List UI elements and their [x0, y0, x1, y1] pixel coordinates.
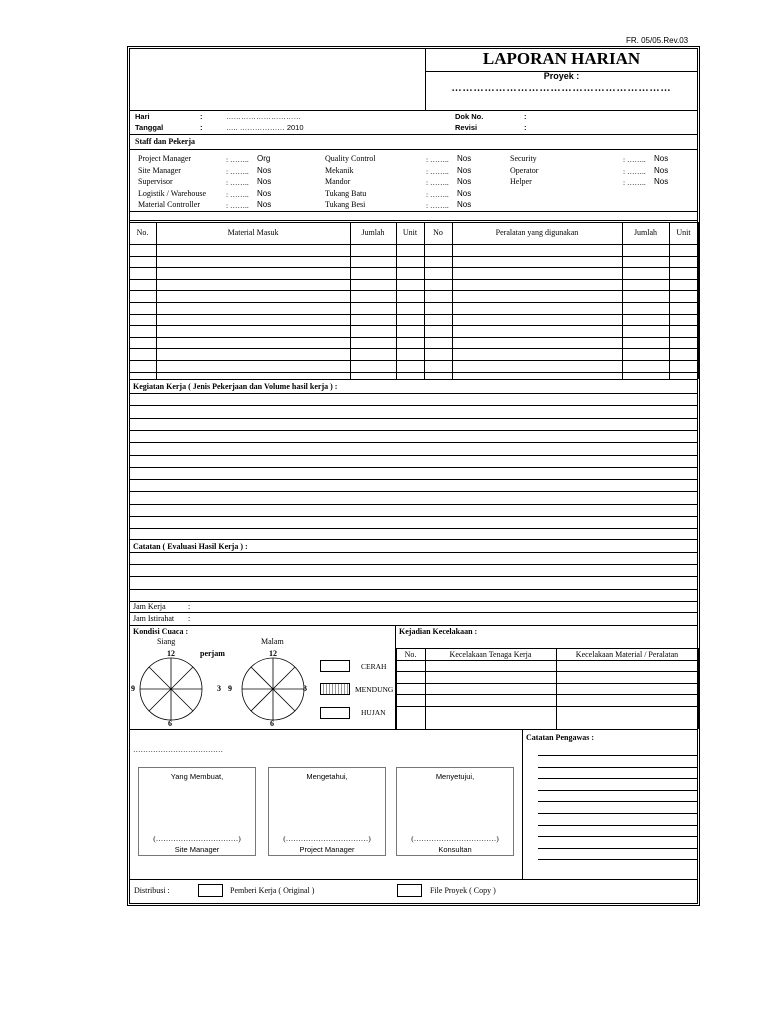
kecelakaan-row	[396, 683, 698, 684]
table-header: No.	[136, 228, 149, 237]
pengawas-line	[538, 801, 698, 802]
malam-clock[interactable]	[242, 658, 304, 720]
kegiatan-line	[129, 455, 698, 456]
page-title: LAPORAN HARIAN	[482, 49, 641, 68]
catatan-line	[129, 601, 698, 602]
jam-istirahat-label: Jam Istirahat	[133, 614, 175, 623]
table-header: Material Masuk	[227, 228, 279, 237]
kegiatan-top	[129, 393, 698, 394]
kecelakaan-row	[396, 671, 698, 672]
catatan-divider	[129, 612, 698, 613]
pengawas-line	[538, 848, 698, 849]
kecelakaan-col-rule	[698, 648, 699, 729]
staff-label: Helper	[510, 177, 532, 186]
pengawas-line	[538, 836, 698, 837]
tanggal-label: Tanggal	[135, 123, 164, 132]
pengawas-line	[538, 767, 698, 768]
kecelakaan-header: Kecelakaan Tenaga Kerja	[449, 650, 532, 659]
staff-label: Operator	[510, 165, 539, 175]
table-header: Unit	[402, 228, 418, 237]
tanggal-colon: :	[200, 123, 203, 132]
kegiatan-line	[129, 504, 698, 505]
hari-colon: :	[200, 112, 203, 121]
table-row	[129, 279, 698, 280]
table-header-rule	[129, 244, 698, 245]
staff-dots[interactable]: : ……..	[226, 201, 249, 210]
revisi-colon: :	[524, 123, 527, 132]
table-row	[129, 290, 698, 291]
form-code: FR. 05/05.Rev.03	[626, 36, 689, 45]
staff-label: Mekanik	[325, 165, 354, 175]
kegiatan-line	[129, 442, 698, 443]
signature-title: Yang Membuat,	[170, 772, 224, 781]
kegiatan-line	[129, 405, 698, 406]
staff-unit: Nos	[654, 154, 669, 163]
pengawas-line	[538, 859, 698, 860]
pengawas-line	[538, 778, 698, 779]
catatan-line	[129, 564, 698, 565]
staff-unit: Nos	[654, 177, 669, 186]
pengawas-heading: Catatan Pengawas :	[526, 733, 594, 742]
siang-9: 9	[131, 684, 135, 693]
signature-role: Site Manager	[174, 845, 220, 854]
kegiatan-bottom	[129, 539, 698, 540]
staff-unit: Nos	[457, 177, 472, 186]
catatan-line	[129, 589, 698, 590]
tanggal-field[interactable]: ….. ……………… 2010	[226, 123, 304, 132]
staff-unit: Nos	[257, 177, 272, 186]
staff-dots[interactable]: : ……..	[226, 166, 249, 176]
table-header: Peralatan yang digunakan	[495, 228, 579, 237]
table-header: No	[433, 228, 443, 237]
staff-label: Tukang Batu	[325, 188, 367, 198]
staff-unit: Nos	[257, 188, 272, 198]
table-col-rule	[622, 222, 623, 379]
kegiatan-line	[129, 418, 698, 419]
signature-title: Menyetujui,	[435, 772, 475, 781]
kecelakaan-row	[396, 706, 698, 707]
staff-unit: Nos	[257, 165, 272, 175]
staff-label: Mandor	[325, 177, 351, 186]
siang-clock[interactable]	[140, 658, 202, 720]
table-col-rule	[669, 222, 670, 379]
table-row	[129, 314, 698, 315]
table-row	[129, 372, 698, 373]
kecelakaan-heading: Kejadian Kecelakaan :	[399, 627, 478, 636]
kegiatan-line	[129, 467, 698, 468]
staff-dots[interactable]: : ……..	[623, 155, 646, 164]
siang-6: 6	[168, 719, 172, 728]
table-row	[129, 337, 698, 338]
staff-label: Security	[510, 154, 537, 163]
malam-6: 6	[270, 719, 274, 728]
staff-label: Material Controller	[138, 200, 200, 209]
staff-unit: Nos	[457, 188, 472, 198]
staff-unit: Nos	[257, 200, 272, 209]
table-col-rule	[129, 222, 130, 379]
table-header: Jumlah	[361, 228, 385, 237]
kegiatan-line	[129, 491, 698, 492]
signature-title: Mengetahui,	[306, 772, 348, 781]
staff-dots[interactable]: : ……..	[426, 155, 449, 164]
jam-kerja-colon: :	[188, 602, 191, 611]
signature-role: Project Manager	[299, 845, 355, 854]
table-header: Unit	[676, 228, 691, 237]
staff-dots[interactable]: : ……..	[426, 166, 449, 176]
staff-dots[interactable]: : ……..	[426, 178, 449, 187]
staff-label: Tukang Besi	[325, 200, 366, 209]
kegiatan-line	[129, 528, 698, 529]
kecelakaan-row	[396, 660, 698, 661]
catatan-line	[129, 576, 698, 577]
jam-istirahat-colon: :	[188, 614, 191, 623]
distribusi-label: Distribusi :	[134, 886, 170, 895]
staff-dots[interactable]: : ……..	[623, 178, 646, 187]
staff-label: Project Manager	[138, 154, 192, 163]
catatan-heading: Catatan ( Evaluasi Hasil Kerja ) :	[133, 542, 248, 551]
revisi-label: Revisi	[455, 123, 478, 132]
table-row	[129, 302, 698, 303]
staff-label: Site Manager	[138, 165, 181, 175]
table-header: Jumlah	[633, 228, 658, 237]
project-label: Proyek :	[543, 71, 580, 81]
staff-dots[interactable]: : ……..	[426, 201, 449, 210]
cerah-box[interactable]	[320, 660, 350, 672]
staff-dots[interactable]: : ……..	[226, 189, 249, 199]
signature-name-field[interactable]: (……………………………)	[283, 834, 371, 843]
staff-unit: Nos	[457, 200, 472, 209]
staff-dots[interactable]: : ……..	[623, 166, 646, 176]
dok-colon: :	[524, 112, 527, 121]
staff-unit: Nos	[457, 154, 472, 163]
table-row	[129, 325, 698, 326]
staff-heading: Staff dan Pekerja	[135, 137, 195, 146]
pengawas-line	[538, 790, 698, 791]
signature-role: Konsultan	[438, 845, 472, 854]
signature-name-field[interactable]: (……………………………)	[411, 834, 499, 843]
cuaca-heading: Kondisi Cuaca :	[133, 627, 189, 636]
dok-label: Dok No.	[455, 112, 484, 121]
table-col-rule	[156, 222, 157, 379]
jam-kerja-label: Jam Kerja	[133, 602, 166, 611]
hari-field[interactable]: …………………………	[226, 112, 301, 121]
catatan-top	[129, 552, 698, 553]
kegiatan-line	[129, 479, 698, 480]
mendung-box[interactable]	[320, 683, 350, 695]
kegiatan-line	[129, 516, 698, 517]
file-proyek-checkbox[interactable]	[397, 884, 422, 897]
malam-12: 12	[269, 649, 277, 658]
staff-dots[interactable]: : ……..	[426, 189, 449, 199]
table-col-rule	[396, 222, 397, 379]
siang-label: Siang	[157, 637, 176, 646]
table-row	[129, 256, 698, 257]
hujan-box[interactable]	[320, 707, 350, 719]
signature-dots: ………………………………	[133, 745, 223, 754]
kecelakaan-header: No.	[404, 650, 417, 659]
pemberi-kerja-label: Pemberi Kerja ( Original )	[230, 886, 315, 895]
malam-3: 3	[303, 684, 307, 693]
cerah-label: CERAH	[361, 662, 387, 671]
staff-dots[interactable]: : ……..	[226, 155, 249, 164]
kecelakaan-row	[396, 694, 698, 695]
hari-label: Hari	[135, 112, 150, 121]
pengawas-line	[538, 813, 698, 814]
staff-label: Quality Control	[325, 154, 376, 163]
kecelakaan-top	[396, 648, 698, 649]
kegiatan-line	[129, 430, 698, 431]
table-col-rule	[698, 222, 699, 379]
table-bottom	[129, 379, 698, 380]
file-proyek-label: File Proyek ( Copy )	[430, 886, 496, 895]
table-col-rule	[350, 222, 351, 379]
pemberi-kerja-checkbox[interactable]	[198, 884, 223, 897]
table-row	[129, 360, 698, 361]
table-col-rule	[424, 222, 425, 379]
pengawas-line	[538, 755, 698, 756]
signature-name-field[interactable]: (……………………………)	[153, 834, 241, 843]
kegiatan-heading: Kegiatan Kerja ( Jenis Pekerjaan dan Volume hasil kerja ) :	[133, 382, 338, 391]
perjam-label: perjam	[200, 649, 225, 658]
hujan-label: HUJAN	[361, 708, 386, 717]
staff-unit: Nos	[457, 165, 472, 175]
table-top	[129, 222, 698, 223]
project-field[interactable]: ……………………………………………………	[451, 83, 672, 94]
malam-9: 9	[228, 684, 232, 693]
siang-3: 3	[217, 684, 221, 693]
pengawas-line	[538, 825, 698, 826]
staff-label: Supervisor	[138, 177, 173, 186]
staff-dots[interactable]: : ……..	[226, 178, 249, 187]
mendung-label: MENDUNG	[355, 685, 394, 694]
staff-unit: Nos	[654, 165, 669, 175]
malam-label: Malam	[261, 637, 284, 646]
staff-unit: Org	[257, 154, 271, 163]
table-row	[129, 267, 698, 268]
table-col-rule	[452, 222, 453, 379]
table-row	[129, 348, 698, 349]
staff-label: Logistik / Warehouse	[138, 188, 207, 198]
siang-12: 12	[167, 649, 175, 658]
kecelakaan-header: Kecelakaan Material / Peralatan	[575, 650, 679, 659]
